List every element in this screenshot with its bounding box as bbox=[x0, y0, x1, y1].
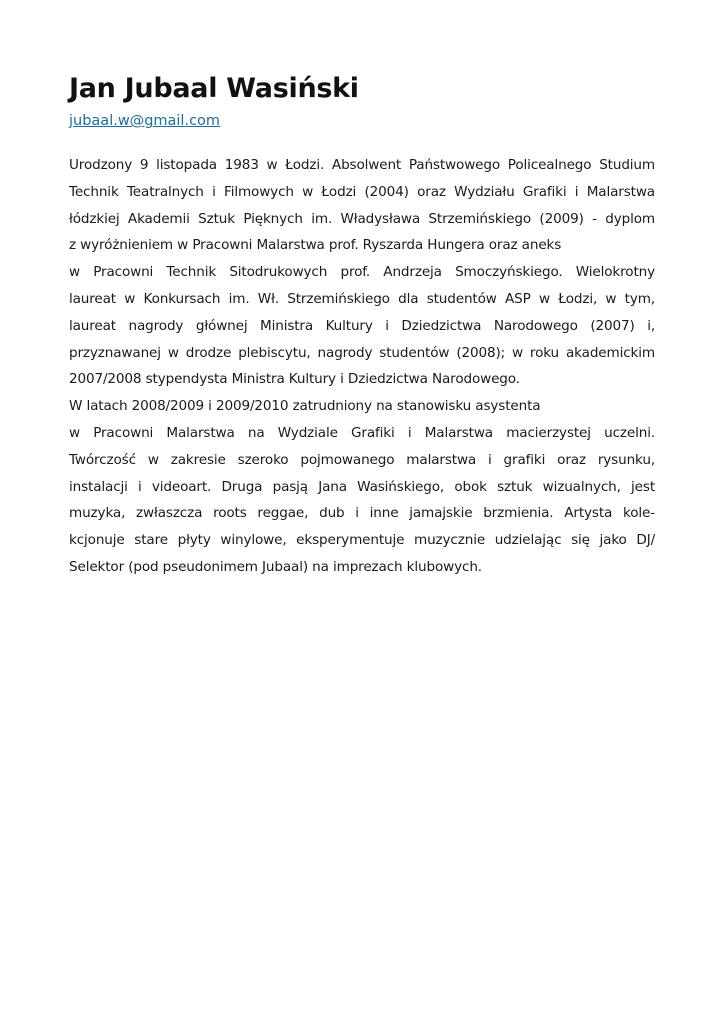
bio-line: przyznawanej w drodze plebiscytu, nagrody studentów (2008); w roku akademickim bbox=[69, 344, 655, 361]
bio-line: w Pracowni Malarstwa na Wydziale Grafiki i Malarstwa macierzystej uczelni. bbox=[69, 424, 655, 441]
bio-line: Twórczość w zakresie szeroko pojmowanego malarstwa i grafiki oraz rysunku, bbox=[69, 451, 655, 468]
bio-line: laureat w Konkursach im. Wł. Strzemińskiego dla studentów ASP w Łodzi, w tym, bbox=[69, 290, 655, 307]
bio-line: instalacji i videoart. Druga pasją Jana Wasińskiego, obok sztuk wizualnych, jest bbox=[69, 478, 655, 495]
bio-line: w Pracowni Technik Sitodrukowych prof. Andrzeja Smoczyńskiego. Wielokrotny bbox=[69, 264, 655, 281]
biography-text bbox=[69, 152, 655, 581]
bio-line: Selektor (pod pseudonimem Jubaal) na imprezach klubowych. bbox=[69, 558, 482, 575]
bio-line: W latach 2008/2009 i 2009/2010 zatrudniony na stanowisku asystenta bbox=[69, 398, 541, 415]
bio-line: laureat nagrody głównej Ministra Kultury i Dziedzictwa Narodowego (2007) i, bbox=[69, 317, 655, 334]
bio-line: Urodzony 9 listopada 1983 w Łodzi. Absolwent Państwowego Policealnego Studium bbox=[69, 157, 655, 173]
bio-line: muzyka, zwłaszcza roots reggae, dub i inne jamajskie brzmienia. Artysta kole- bbox=[69, 505, 655, 522]
email-link[interactable]: jubaal.w@gmail.com bbox=[69, 113, 221, 129]
document-page bbox=[69, 72, 655, 581]
bio-line: 2007/2008 stypendysta Ministra Kultury i Dziedzictwa Narodowego. bbox=[69, 371, 520, 388]
bio-line: łódzkiej Akademii Sztuk Pięknych im. Władysława Strzemińskiego (2009) - dyplom bbox=[69, 210, 655, 227]
artist-name-heading: Jan Jubaal Wasiński bbox=[69, 73, 359, 104]
bio-line: z wyróżnieniem w Pracowni Malarstwa prof. Ryszarda Hungera oraz aneks bbox=[69, 237, 562, 254]
bio-line: kcjonuje stare płyty winylowe, eksperymentuje muzycznie udzielając się jako DJ/ bbox=[69, 532, 655, 549]
bio-line: Technik Teatralnych i Filmowych w Łodzi (2004) oraz Wydziału Grafiki i Malarstwa bbox=[69, 183, 655, 200]
